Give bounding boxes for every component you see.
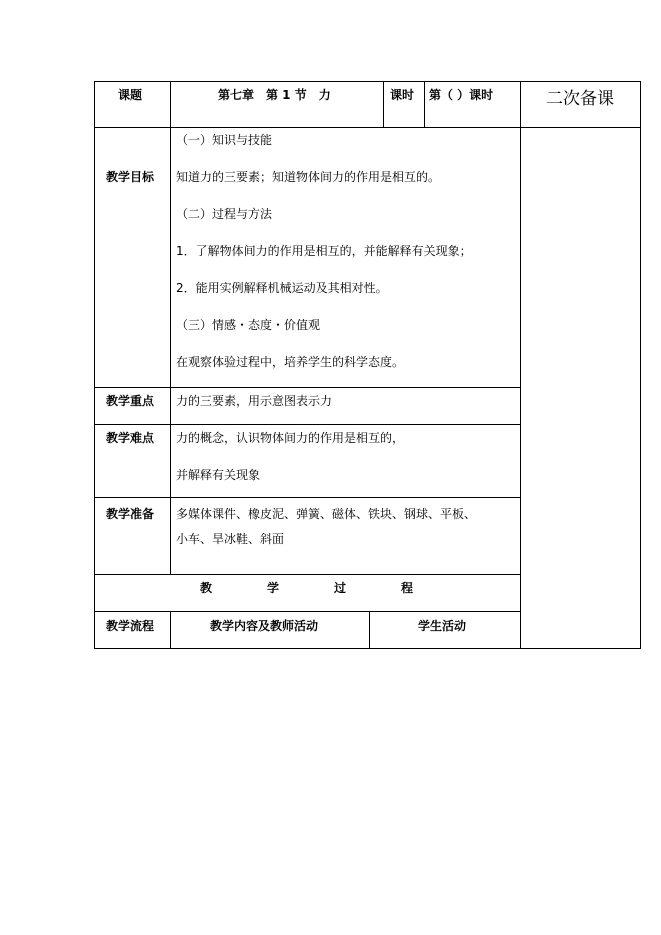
rule-under-preparation — [94, 574, 521, 575]
rule-secondary-column — [520, 81, 521, 649]
objective-line: 1．了解物体间力的作用是相互的，并能解释有关现象； — [176, 244, 472, 258]
process-heading-char: 过 — [334, 581, 347, 595]
process-heading-char: 学 — [267, 581, 280, 595]
secondary-prep-heading: 二次备课 — [546, 89, 614, 109]
rule-label-column-bottom — [170, 611, 171, 649]
process-heading-char: 程 — [401, 581, 414, 595]
rule-under-difficulties — [94, 497, 521, 498]
label-teaching-content: 教学内容及教师活动 — [210, 619, 319, 633]
rule-under-key-points — [94, 424, 521, 425]
process-heading-char: 教 — [200, 581, 213, 595]
rule-under-header — [94, 127, 641, 128]
difficulties-line: 并解释有关现象 — [176, 468, 261, 482]
objective-line: 在观察体验过程中，培养学生的科学态度。 — [176, 355, 405, 369]
rule-after-period — [424, 81, 425, 127]
label-key-points: 教学重点 — [106, 394, 155, 408]
key-points-text: 力的三要素，用示意图表示力 — [176, 394, 333, 408]
label-teaching-flow: 教学流程 — [106, 619, 155, 633]
objective-line: （三）情感・态度・价值观 — [176, 318, 321, 332]
rule-under-process — [94, 611, 521, 612]
objective-line: 2．能用实例解释机械运动及其相对性。 — [176, 281, 388, 295]
preparation-line: 小车、旱冰鞋、斜面 — [176, 532, 285, 546]
preparation-line: 多媒体课件、橡皮泥、弹簧、磁体、铁块、钢球、平板、 — [176, 507, 477, 521]
label-objectives: 教学目标 — [106, 170, 155, 184]
objective-line: （二）过程与方法 — [176, 207, 273, 221]
rule-label-column-top — [170, 81, 171, 387]
label-student-activity: 学生活动 — [418, 619, 467, 633]
difficulties-line: 力的概念，认识物体间力的作用是相互的， — [176, 431, 405, 445]
label-difficulties: 教学难点 — [106, 431, 155, 445]
label-period: 课时 — [390, 88, 415, 102]
period-value: 第（ ）课时 — [429, 88, 494, 102]
rule-under-objectives — [94, 387, 521, 388]
rule-label-column-mid — [170, 387, 171, 574]
rule-student-column — [369, 611, 370, 649]
label-preparation: 教学准备 — [106, 507, 155, 521]
objective-line: （一）知识与技能 — [176, 133, 273, 147]
objective-line: 知道力的三要素；知道物体间力的作用是相互的。 — [176, 170, 441, 184]
label-topic: 课题 — [118, 88, 143, 102]
lesson-topic: 第七章 第 1 节 力 — [218, 88, 331, 102]
rule-before-period — [383, 81, 384, 127]
